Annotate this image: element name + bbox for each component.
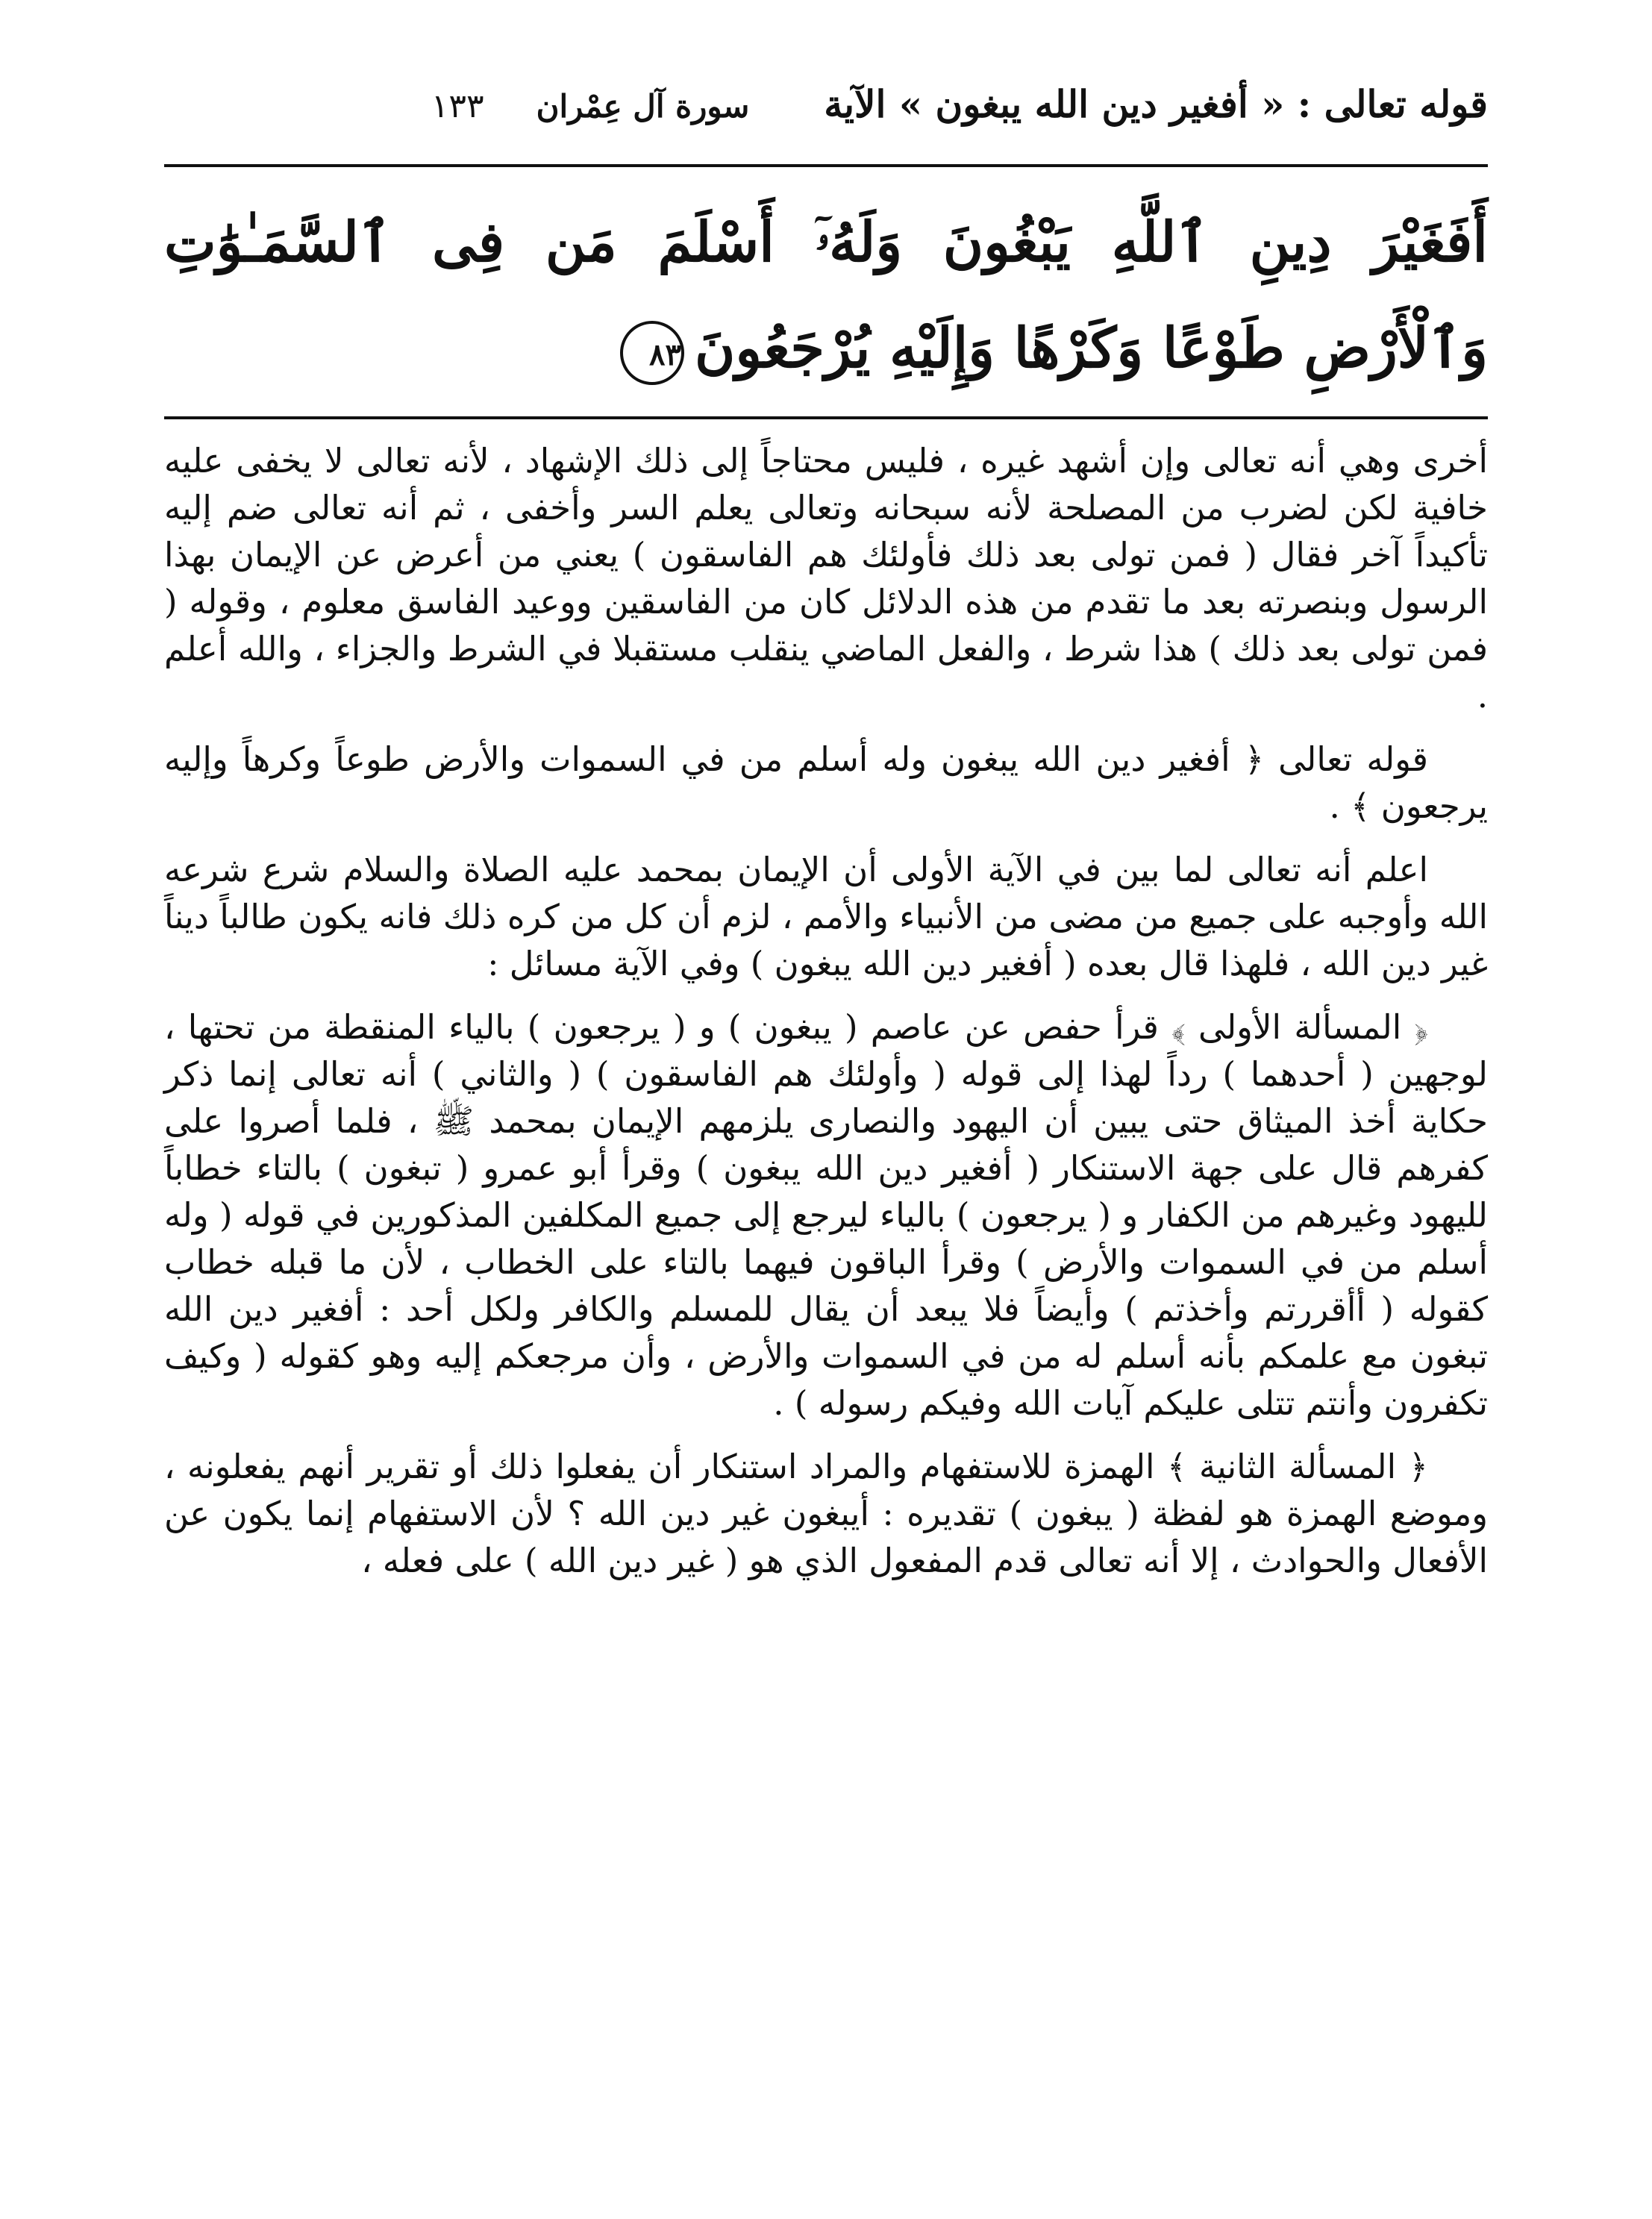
verse-rule	[164, 416, 1488, 419]
paragraph: قوله تعالى ﴿ أفغير دين الله يبغون وله أسلم من في السموات والأرض طوعاً وكرهاً وإليه يرجعون ﴾ .	[164, 739, 1488, 826]
verse-text: أَفَغَيْرَ دِينِ ٱللَّهِ يَبْغُونَ وَلَهُۥٓ أَسْلَمَ مَن فِى ٱلسَّمَـٰوَٰتِ وَٱلْأَرْضِ طَوْعًا وَكَرْهًا وَإِلَيْهِ يُرْجَعُونَ	[164, 210, 1488, 381]
running-header	[164, 82, 1488, 151]
page-number: ١٣٣	[431, 87, 484, 125]
paragraph: أخرى وهي أنه تعالى وإن أشهد غيره ، فليس محتاجاً إلى ذلك الإشهاد ، لأنه تعالى لا يخفى عليه خافية لكن لضرب من المصلحة لأنه سبحانه وتعالى يعلم السر وأخفى ، ثم أنه تعالى ضم إليه تأكيداً آخر فقال ( فمن تولى بعد ذلك فأولئك هم الفاسقون ) يعني من أعرض عن الإيمان بهذا الرسول وبنصرته بعد ما تقدم من هذه الدلائل كان من الفاسقين ووعيد الفاسق معلوم ، وقوله ( فمن تولى بعد ذلك ) هذا شرط ، والفعل الماضي ينقلب مستقبلا في الشرط والجزاء ، والله أعلم .	[164, 441, 1488, 716]
commentary-body	[164, 437, 1488, 1584]
verse-number-marker: ٨٣	[620, 321, 684, 385]
quran-verse	[164, 190, 1488, 401]
book-page	[164, 82, 1488, 2171]
header-title: قوله تعالى : « أفغير دين الله يبغون » الآية	[824, 82, 1488, 126]
header-rule	[164, 164, 1488, 167]
header-surah-name: سورة آل عِمْران	[536, 88, 750, 125]
paragraph: اعلم أنه تعالى لما بين في الآية الأولى أن الإيمان بمحمد عليه الصلاة والسلام شرع شرعه الله وأوجبه على جميع من مضى من الأنبياء والأمم ، لزم أن كل من كره ذلك فانه يكون طالباً ديناً غير دين الله ، فلهذا قال بعده ( أفغير دين الله يبغون ) وفي الآية مسائل :	[164, 850, 1488, 983]
paragraph: ﴿ المسألة الأولى ﴾ قرأ حفص عن عاصم ( يبغون ) و ( يرجعون ) بالياء المنقطة من تحتها ، لوجهين ( أحدهما ) رداً لهذا إلى قوله ( وأولئك هم الفاسقون ) ( والثاني ) أنه تعالى إنما ذكر حكاية أخذ الميثاق حتى يبين أن اليهود والنصارى يلزمهم الإيمان بمحمد ﷺ ، فلما أصروا على كفرهم قال على جهة الاستنكار ( أفغير دين الله يبغون ) وقرأ أبو عمرو ( تبغون ) بالتاء خطاباً لليهود وغيرهم من الكفار و ( يرجعون ) بالياء ليرجع إلى جميع المكلفين المذكورين في قوله ( وله أسلم من في السموات والأرض ) وقرأ الباقون فيهما بالتاء على الخطاب ، لأن ما قبله خطاب كقوله ( أأقررتم وأخذتم ) وأيضاً فلا يبعد أن يقال للمسلم والكافر ولكل أحد : أفغير دين الله تبغون مع علمكم بأنه أسلم له من في السموات والأرض ، وأن مرجعكم إليه وهو كقوله ( وكيف تكفرون وأنتم تتلى عليكم آيات الله وفيكم رسوله ) .	[164, 1007, 1488, 1423]
paragraph: ﴿ المسألة الثانية ﴾ الهمزة للاستفهام والمراد استنكار أن يفعلوا ذلك أو تقرير أنهم يفعلونه ، وموضع الهمزة هو لفظة ( يبغون ) تقديره : أيبغون غير دين الله ؟ لأن الاستفهام إنما يكون عن الأفعال والحوادث ، إلا أنه تعالى قدم المفعول الذي هو ( غير دين الله ) على فعله ،	[164, 1447, 1488, 1580]
